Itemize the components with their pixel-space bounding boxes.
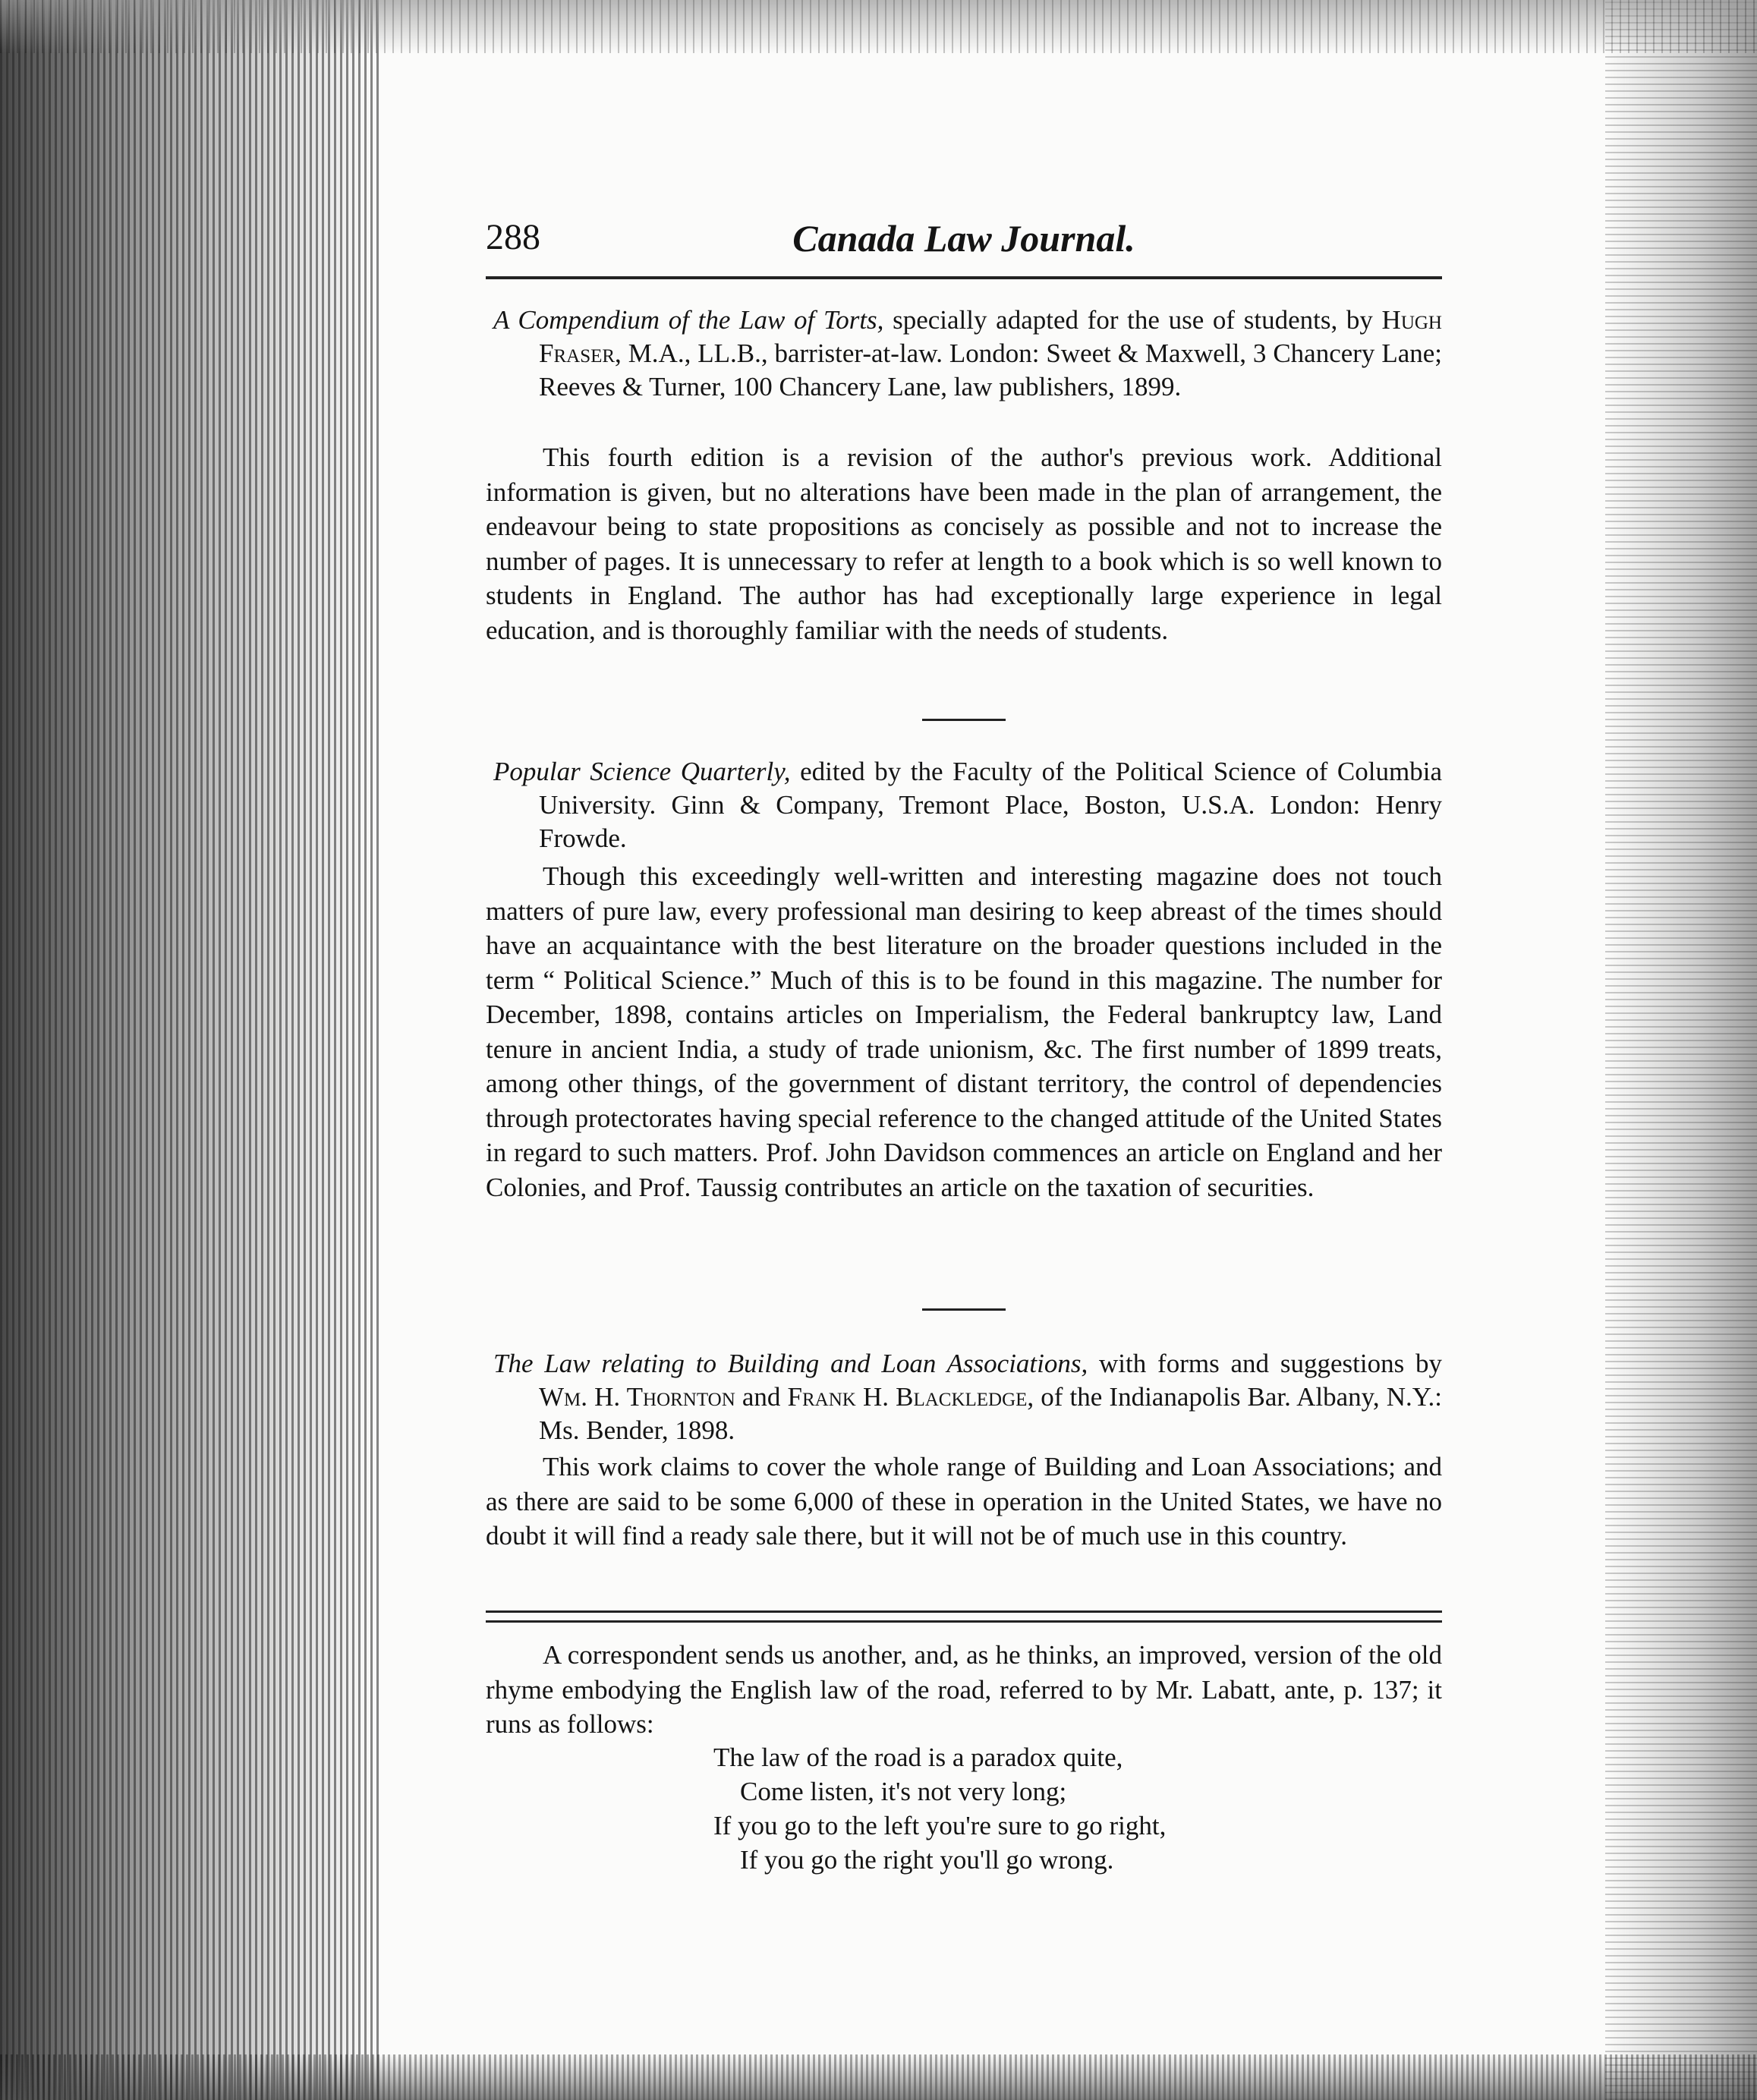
rhyme-line: If you go to the left you're sure to go right,	[713, 1811, 1167, 1840]
review-paragraph-building-loan: This work claims to cover the whole range of Building and Loan Associations; and as there are said to be some 6,000 of these in operation in the United States, we have no doubt it will find a ready sale there, but it will not be of much use in this country.	[486, 1452, 1442, 1551]
rhyme-line: The law of the road is a paradox quite,	[713, 1743, 1123, 1772]
double-section-divider	[486, 1610, 1442, 1623]
page-edge-right	[1605, 0, 1757, 2100]
book-author: Frank H. Blackledge	[787, 1382, 1028, 1412]
section-divider	[922, 719, 1006, 721]
book-details: , M.A., LL.B., barrister-at-law. London: Sweet & Maxwell, 3 Chancery Lane; Reeves & Turner, 100 Chancery Lane, law publishers, 1899.	[539, 338, 1442, 401]
header-rule	[486, 276, 1442, 279]
review-paragraph-political-science: Though this exceedingly well-written and interesting magazine does not touch matters of pure law, every professional man desiring to keep abreast of the times should have an acquaintance with the best literature on the broader questions included in the term “ Political Science.” Much of this is to be found in this magazine. The number for December, 1898, contains articles on Imperialism, the Federal bankruptcy law, Land tenure in ancient India, a study of trade unionism, &c. The first number of 1899 treats, among other things, of the government of distant territory, the control of dependencies through protectorates having special reference to the changed attitude of the United States in regard to such matters. Prof. John Davidson commences an article on England and her Colonies, and Prof. Taussig contributes an article on the taxation of securities.	[486, 861, 1442, 1202]
book-citation-torts	[493, 304, 1442, 404]
book-title: The Law relating to Building and Loan Associations,	[493, 1349, 1088, 1378]
book-title: A Compendium of the Law of Torts,	[493, 305, 884, 335]
book-details: with forms and suggestions by	[1088, 1349, 1442, 1378]
rhyme-line: Come listen, it's not very long;	[740, 1777, 1067, 1806]
book-details: and	[735, 1382, 788, 1412]
rhyme-line: If you go the right you'll go wrong.	[740, 1845, 1114, 1875]
review-paragraph-torts: This fourth edition is a revision of the author's previous work. Additional information is given, but no alterations have been made in the plan of arrangement, the endeavour being to state propositions as concisely as possible and not to increase the number of pages. It is unnecessary to refer at length to a book which is so well known to students in England. The author has had exceptionally large experience in legal education, and is thoroughly familiar with the needs of students.	[486, 442, 1442, 645]
binding-shadow	[0, 0, 379, 2100]
correspondent-paragraph: A correspondent sends us another, and, as he thinks, an improved, version of the old rhyme embodying the English law of the road, referred to by Mr. Labatt, ante, p. 137; it runs as follows:	[486, 1640, 1442, 1739]
page-number: 288	[486, 217, 540, 257]
running-head	[486, 216, 1442, 269]
book-details: specially adapted for the use of students, by	[883, 305, 1382, 335]
book-author: Wm. H. Thornton	[539, 1382, 735, 1412]
book-details: edited by the Faculty of the Political Science of Columbia University. Ginn & Company, Tremont Place, Boston, U.S.A. London: Henry Frowde.	[539, 757, 1442, 853]
rhyme	[486, 1740, 1442, 1877]
page-edge-bottom	[0, 2054, 1757, 2100]
book-details: , of the Indianapolis Bar. Albany, N.Y.: Ms. Bender, 1898.	[539, 1382, 1442, 1445]
book-citation-building-loan	[493, 1347, 1442, 1447]
book-author: Hugh Fraser	[539, 305, 1442, 368]
book-citation-political-science	[493, 755, 1442, 855]
journal-title: Canada Law Journal.	[792, 217, 1135, 260]
section-divider	[922, 1308, 1006, 1311]
page-edge-top	[0, 0, 1757, 53]
book-title: Popular Science Quarterly,	[493, 757, 791, 786]
